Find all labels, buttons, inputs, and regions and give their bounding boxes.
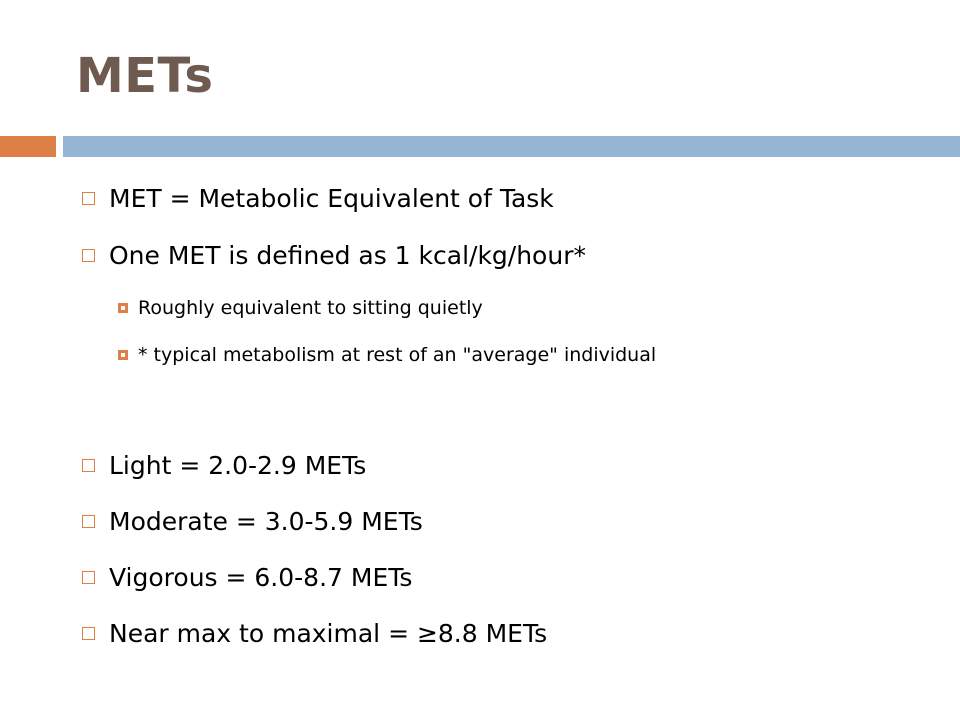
bullet-text: Near max to maximal = ≥8.8 METs — [109, 618, 548, 648]
filled-square-bullet-icon — [118, 350, 128, 360]
bullet-text: Moderate = 3.0-5.9 METs — [109, 506, 423, 536]
sub-bullet-metabolism — [118, 340, 656, 370]
bullet-text: One MET is defined as 1 kcal/kg/hour* — [109, 240, 586, 270]
bullet-text: Vigorous = 6.0-8.7 METs — [109, 562, 413, 592]
sub-bullet-sitting — [118, 293, 483, 323]
bullet-met-definition — [82, 180, 554, 216]
bullet-text: MET = Metabolic Equivalent of Task — [109, 183, 554, 213]
bullet-text: Light = 2.0-2.9 METs — [109, 450, 367, 480]
square-bullet-icon — [82, 192, 95, 205]
bullet-moderate — [82, 503, 423, 539]
square-bullet-icon — [82, 249, 95, 262]
square-bullet-icon — [82, 571, 95, 584]
bullet-near-max — [82, 615, 547, 651]
square-bullet-icon — [82, 459, 95, 472]
bullet-light — [82, 447, 366, 483]
slide-title: METs — [76, 48, 214, 104]
filled-square-bullet-icon — [118, 303, 128, 313]
square-bullet-icon — [82, 627, 95, 640]
sub-bullet-text: Roughly equivalent to sitting quietly — [138, 297, 483, 319]
bullet-one-met — [82, 237, 586, 273]
bullet-vigorous — [82, 559, 412, 595]
square-bullet-icon — [82, 515, 95, 528]
sub-bullet-text: * typical metabolism at rest of an "average" individual — [138, 344, 657, 366]
